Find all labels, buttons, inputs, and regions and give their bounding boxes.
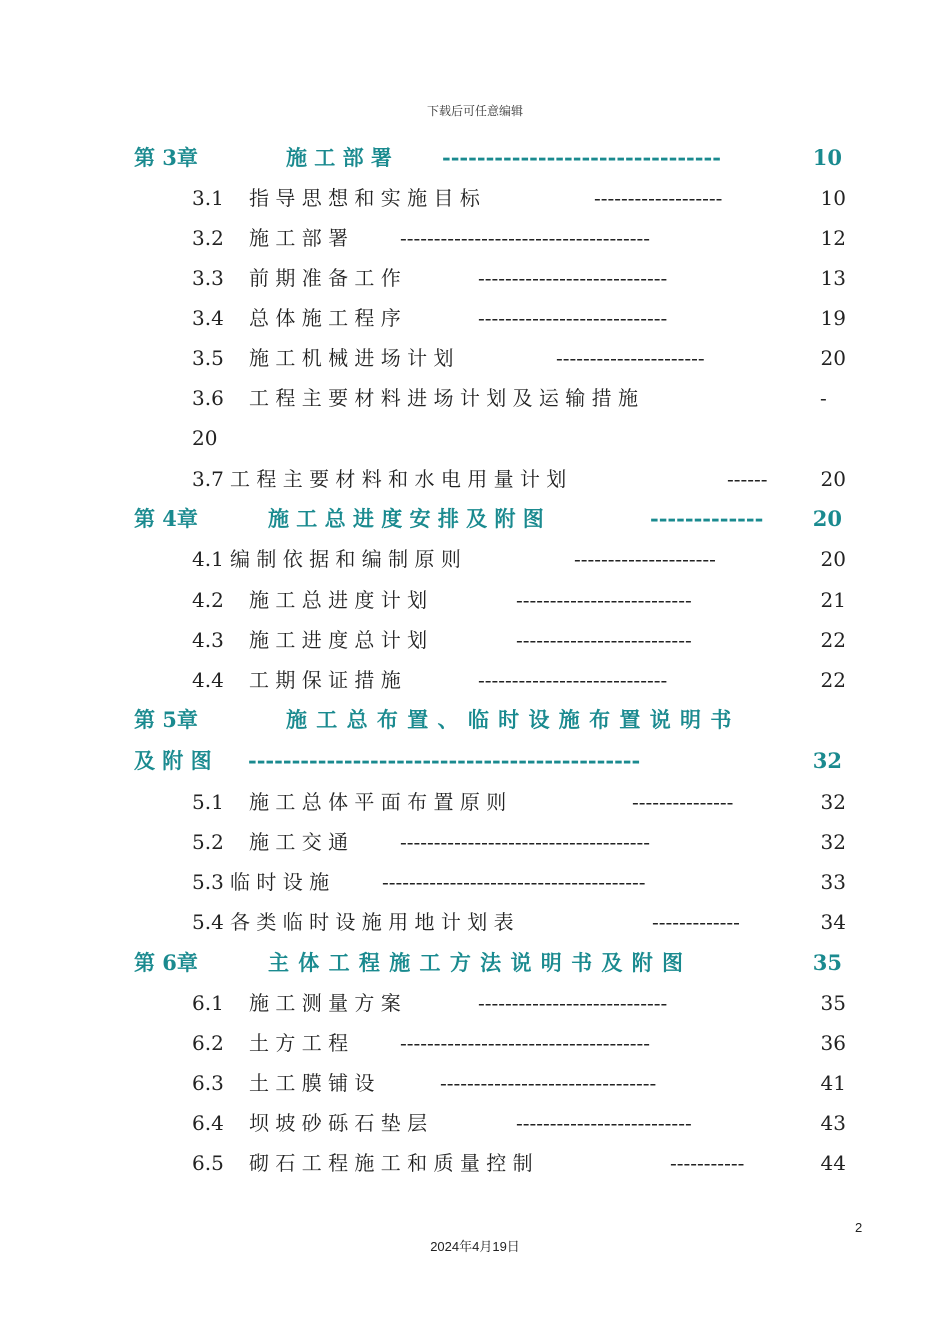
section-number: 3.2 — [192, 226, 224, 250]
chapter-title: 施 工 总 布 置 、 临 时 设 施 布 置 说 明 书 — [286, 707, 733, 732]
page-number: 36 — [820, 1031, 846, 1055]
section-number: 4.4 — [192, 668, 224, 692]
section-number: 5.4 — [192, 910, 224, 934]
toc-section-3-6[interactable] — [192, 378, 846, 458]
chapter-number: 第 6章 — [134, 950, 198, 975]
section-number: 4.3 — [192, 628, 224, 652]
leader-dots: --------------------------------------------- — [248, 748, 641, 773]
page-number: 34 — [820, 910, 846, 934]
section-number: 5.3 — [192, 870, 224, 894]
page-number: 32 — [812, 748, 842, 773]
toc-section-3-1[interactable] — [192, 178, 846, 218]
section-number: 6.5 — [192, 1151, 224, 1175]
section-title: 砌 石 工 程 施 工 和 质 量 控 制 — [249, 1151, 533, 1175]
leader-dots: -------------------------- — [516, 628, 692, 652]
section-title: 编 制 依 据 和 编 制 原 则 — [230, 547, 461, 571]
page-number: 35 — [820, 991, 846, 1015]
leader-dots: ------------------- — [594, 186, 723, 210]
leader-dots: ------------- — [650, 506, 764, 531]
page-number: 44 — [820, 1151, 846, 1175]
toc-section-3-4[interactable] — [192, 298, 846, 338]
section-number: 6.4 — [192, 1111, 224, 1135]
section-title: 施 工 交 通 — [249, 830, 349, 854]
section-number: 3.1 — [192, 186, 224, 210]
page-number: 12 — [820, 226, 846, 250]
toc-section-4-1[interactable] — [192, 539, 846, 579]
page-number: 43 — [820, 1111, 846, 1135]
section-number: 3.6 — [192, 386, 224, 410]
page-header: 下载后可任意编辑 — [426, 104, 523, 118]
chapter-title: 主 体 工 程 施 工 方 法 说 明 书 及 附 图 — [268, 950, 685, 975]
section-number: 6.2 — [192, 1031, 224, 1055]
section-title: 工 程 主 要 材 料 和 水 电 用 量 计 划 — [230, 467, 567, 491]
leader-dots: -------------------------- — [516, 588, 692, 612]
section-number: 3.3 — [192, 266, 224, 290]
section-title: 总 体 施 工 程 序 — [249, 306, 401, 330]
page-number: 33 — [820, 870, 846, 894]
chapter-number: 第 3章 — [134, 145, 198, 170]
leader-dots: -------------------------------- — [442, 145, 721, 170]
toc-section-6-3[interactable] — [192, 1063, 846, 1103]
page-number: 20 — [820, 346, 846, 370]
section-number: 6.3 — [192, 1071, 224, 1095]
leader-dots: --------------- — [632, 790, 734, 814]
toc-section-3-2[interactable] — [192, 218, 846, 258]
page-number: 21 — [820, 588, 846, 612]
toc-chapter-5[interactable] — [134, 700, 846, 782]
chapter-number: 第 4章 — [134, 506, 198, 531]
toc-section-4-2[interactable] — [192, 580, 846, 620]
leader-dots: --------------------- — [574, 547, 716, 571]
section-title: 临 时 设 施 — [230, 870, 330, 894]
page-number: 41 — [820, 1071, 846, 1095]
section-title: 施 工 机 械 进 场 计 划 — [249, 346, 454, 370]
section-number: 4.2 — [192, 588, 224, 612]
toc-chapter-4[interactable] — [134, 499, 846, 539]
page-number: 20 — [820, 547, 846, 571]
page-number: 22 — [820, 628, 846, 652]
section-number: 3.7 — [192, 467, 224, 491]
section-number: 5.1 — [192, 790, 224, 814]
section-title: 施 工 总 体 平 面 布 置 原 则 — [249, 790, 507, 814]
section-number: 3.5 — [192, 346, 224, 370]
page-number: 32 — [820, 790, 846, 814]
leader-dots: ------------------------------------- — [400, 226, 651, 250]
footer-date: 2024年4月19日 — [430, 1239, 520, 1254]
leader-dots: ----------- — [670, 1151, 745, 1175]
section-title: 指 导 思 想 和 实 施 目 标 — [249, 186, 480, 210]
toc-section-6-5[interactable] — [192, 1143, 846, 1183]
page-number: 32 — [820, 830, 846, 854]
leader-dots: ------------- — [652, 910, 740, 934]
section-title: 施 工 进 度 总 计 划 — [249, 628, 428, 652]
toc-section-5-3[interactable] — [192, 862, 846, 902]
section-title: 施 工 部 署 — [249, 226, 349, 250]
chapter-number: 第 5章 — [134, 707, 198, 732]
toc-chapter-6[interactable] — [134, 943, 846, 983]
section-title: 工 期 保 证 措 施 — [249, 668, 401, 692]
toc-section-3-5[interactable] — [192, 338, 846, 378]
section-number: 3.4 — [192, 306, 224, 330]
page-number: 19 — [820, 306, 846, 330]
page-number-footer: 2 — [855, 1220, 863, 1235]
section-title: 工 程 主 要 材 料 进 场 计 划 及 运 输 措 施 — [249, 386, 639, 410]
leader-dots: ---------------------------- — [478, 266, 668, 290]
toc-section-5-1[interactable] — [192, 782, 846, 822]
toc-section-4-4[interactable] — [192, 660, 846, 700]
toc-section-5-2[interactable] — [192, 822, 846, 862]
leader-dots: -------------------------------- — [440, 1071, 657, 1095]
toc-chapter-3[interactable] — [134, 138, 846, 178]
chapter-title: 施 工 部 署 — [286, 145, 392, 170]
page-number: 20 — [820, 467, 846, 491]
toc-section-6-2[interactable] — [192, 1023, 846, 1063]
toc-section-4-3[interactable] — [192, 620, 846, 660]
toc-section-3-3[interactable] — [192, 258, 846, 298]
leader-dots: --------------------------------------- — [382, 870, 646, 894]
page-number: 22 — [820, 668, 846, 692]
leader-dots: ---------------------- — [556, 346, 705, 370]
leader-dots: - — [820, 386, 827, 410]
page-number: 20 — [812, 506, 842, 531]
leader-dots: ------------------------------------- — [400, 830, 651, 854]
toc-section-6-4[interactable] — [192, 1103, 846, 1143]
leader-dots: ---------------------------- — [478, 991, 668, 1015]
leader-dots: ------------------------------------- — [400, 1031, 651, 1055]
section-title: 土 工 膜 铺 设 — [249, 1071, 375, 1095]
chapter-title-continued: 及 附 图 — [134, 748, 212, 773]
section-number: 4.1 — [192, 547, 224, 571]
leader-dots: -------------------------- — [516, 1111, 692, 1135]
leader-dots: ---------------------------- — [478, 668, 668, 692]
toc-section-6-1[interactable] — [192, 983, 846, 1023]
toc-section-3-7[interactable] — [192, 459, 846, 499]
section-number: 6.1 — [192, 991, 224, 1015]
section-number: 5.2 — [192, 830, 224, 854]
section-title: 各 类 临 时 设 施 用 地 计 划 表 — [230, 910, 514, 934]
section-title: 坝 坡 砂 砾 石 垫 层 — [249, 1111, 428, 1135]
section-title: 土 方 工 程 — [249, 1031, 349, 1055]
leader-dots: ------ — [727, 467, 768, 491]
section-title: 施 工 测 量 方 案 — [249, 991, 401, 1015]
leader-dots: ---------------------------- — [478, 306, 668, 330]
page-number: 10 — [820, 186, 846, 210]
page-number: 13 — [820, 266, 846, 290]
page-number: 20 — [192, 426, 218, 450]
section-title: 施 工 总 进 度 计 划 — [249, 588, 428, 612]
toc-section-5-4[interactable] — [192, 902, 846, 942]
section-title: 前 期 准 备 工 作 — [249, 266, 401, 290]
page-number: 10 — [812, 145, 842, 170]
chapter-title: 施 工 总 进 度 安 排 及 附 图 — [268, 506, 544, 531]
page-number: 35 — [812, 950, 842, 975]
